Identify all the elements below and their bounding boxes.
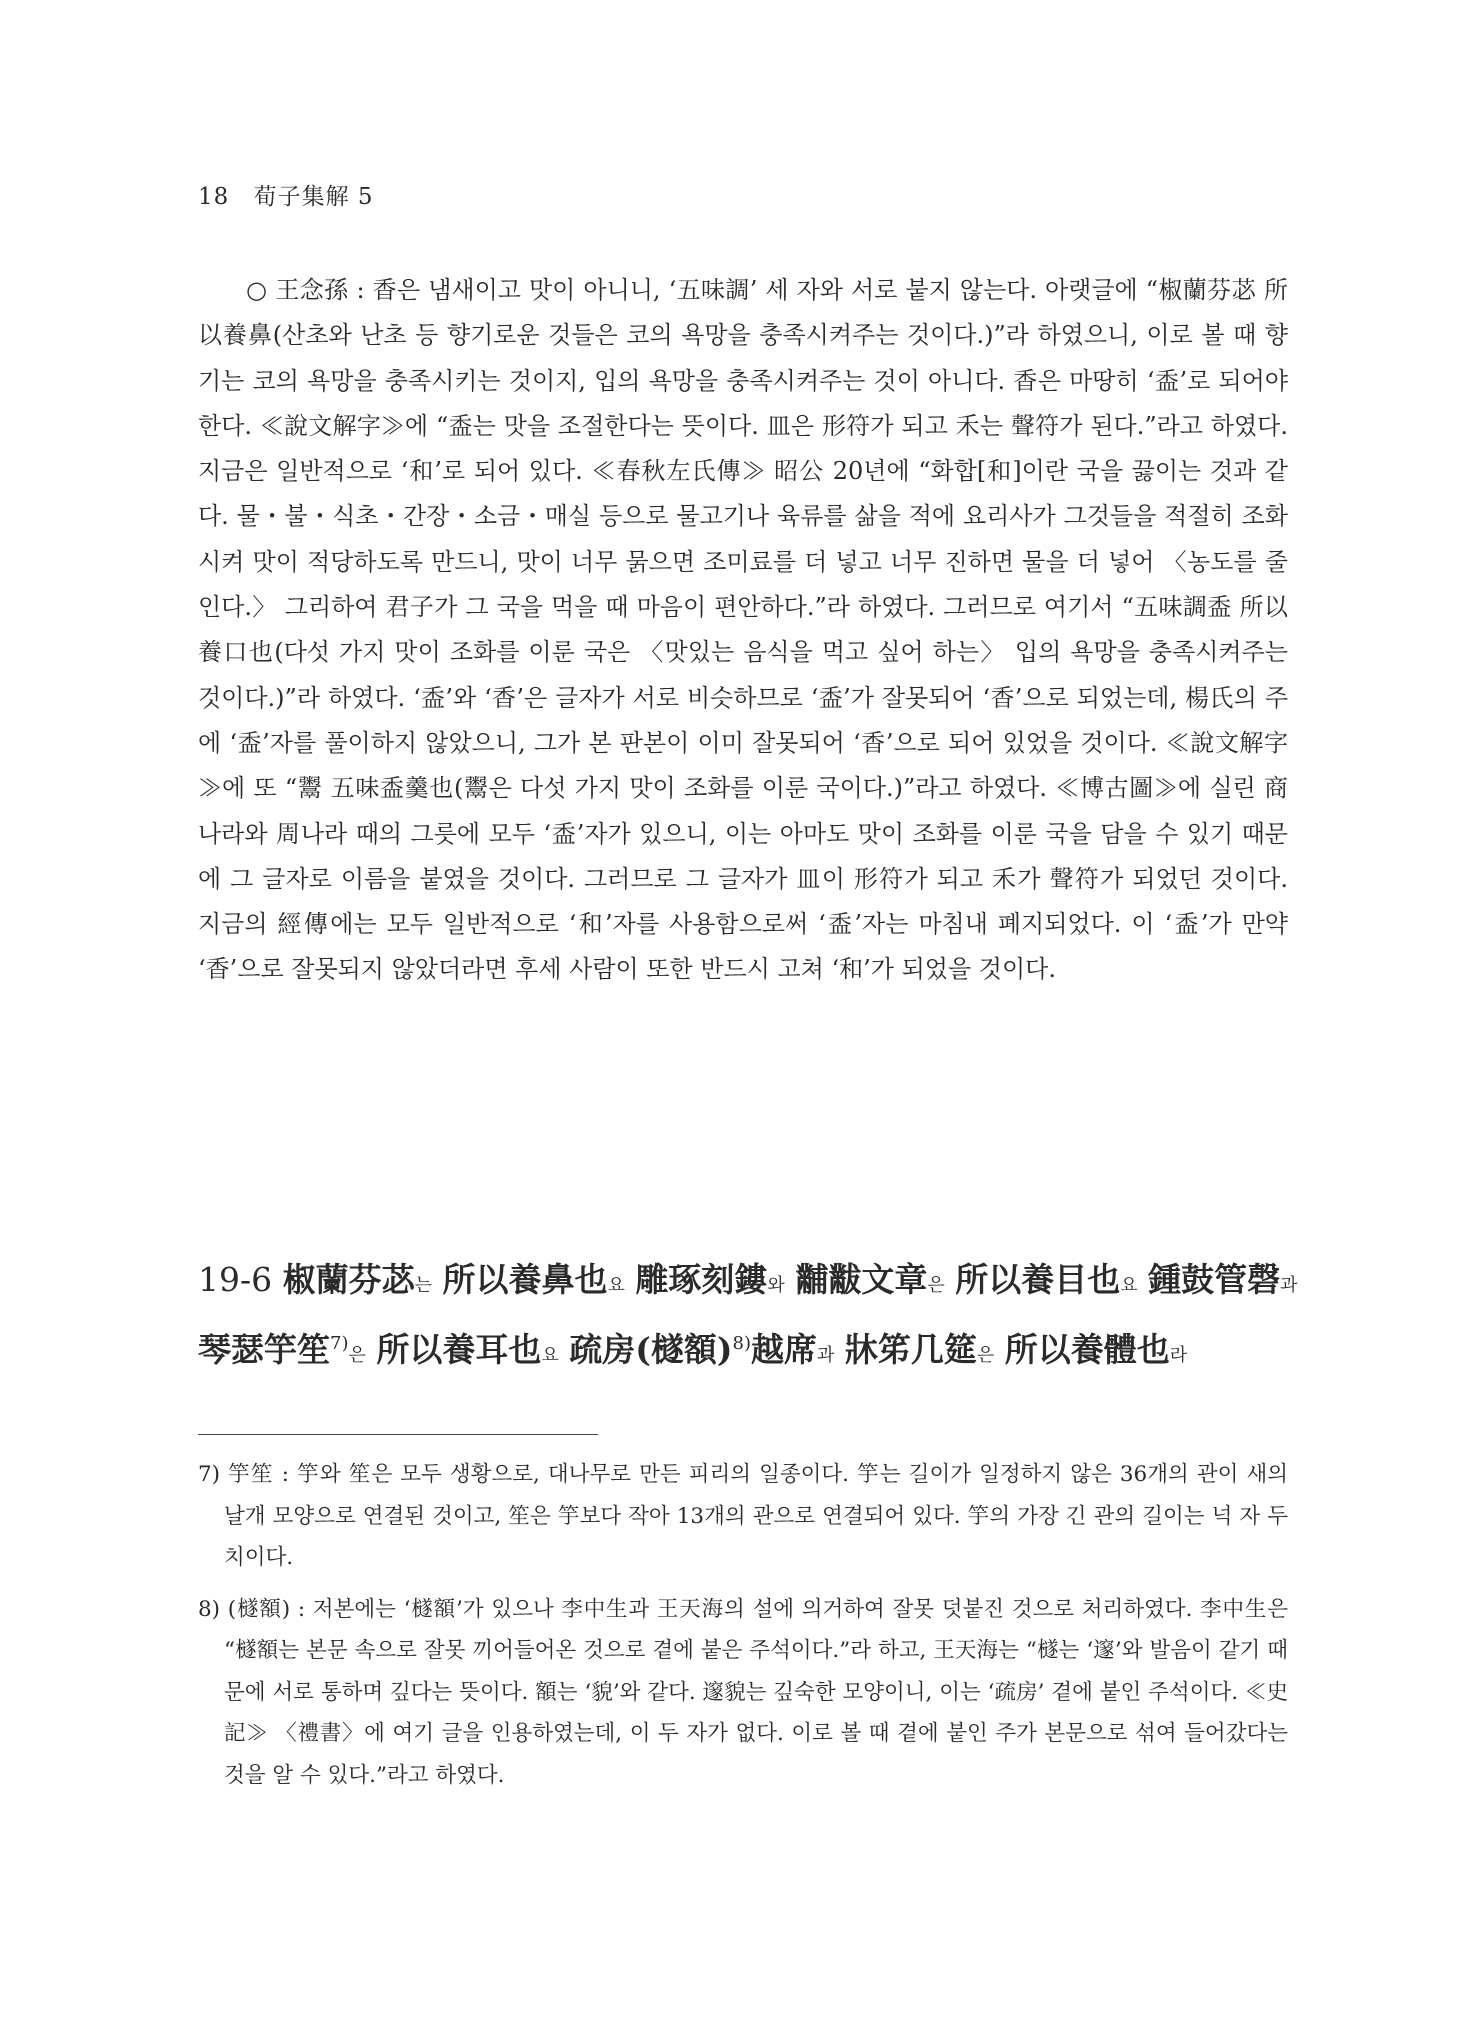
footnotes: [198, 1454, 1288, 1806]
verse-phrase: 鍾鼓管磬: [1148, 1260, 1281, 1299]
book-title: 荀子集解 5: [253, 184, 374, 210]
footnote-8: [198, 1589, 1288, 1797]
verse-particle: 과: [1280, 1275, 1298, 1296]
footnote-text: 竽笙 : 竽와 笙은 모두 생황으로, 대나무로 만든 피리의 일종이다. 竽는 길이가 일정하지 않은 36개의 관이 새의 날개 모양으로 연결된 것이고, 笙은 竽보다 작아 13개의 관으로 연결되어 있다. 竽의 가장 긴 관의 길이는 넉 자 두 치이다.: [224, 1462, 1288, 1570]
page-number: 18: [198, 184, 230, 210]
verse-particle: 요: [541, 1345, 559, 1366]
verse-particle: 요: [1120, 1275, 1138, 1296]
verse-particle: 는: [414, 1275, 433, 1296]
verse-phrase: 所以養目也: [955, 1260, 1121, 1299]
commentary-paragraph: ○ 王念孫 : 香은 냄새이고 맛이 아니니, ‘五味調’ 세 자와 서로 붙지 않는다. 아랫글에 “椒蘭芬苾 所以養鼻(산초와 난초 등 향기로운 것들은 코의 욕망을 충족시켜주는 것이다.)”라 하였으니, 이로 볼 때 향기는 코의 욕망을 충족시키는 것이지, 입의 욕망을 충족시켜주는 것이 아니다. 香은 마땅히 ‘盉’로 되어야 한다. ≪說文解字≫에 “盉는 맛을 조절한다는 뜻이다. 皿은 形符가 되고 禾는 聲符가 된다.”라고 하였다. 지금은 일반적으로 ‘和’로 되어 있다. ≪春秋左氏傳≫ 昭公 20년에 “화합[和]이란 국을 끓이는 것과 같다. 물・불・식초・간장・소금・매실 등으로 물고기나 육류를 삶을 적에 요리사가 그것들을 적절히 조화시켜 맛이 적당하도록 만드니, 맛이 너무 묽으면 조미료를 더 넣고 너무 진하면 물을 더 넣어 〈농도를 줄인다.〉 그리하여 君子가 그 국을 먹을 때 마음이 편안하다.”라 하였다. 그러므로 여기서 “五味調盉 所以養口也(다섯 가지 맛이 조화를 이룬 국은 〈맛있는 음식을 먹고 싶어 하는〉 입의 욕망을 충족시켜주는 것이다.)”라 하였다. ‘盉’와 ‘香’은 글자가 서로 비슷하므로 ‘盉’가 잘못되어 ‘香’으로 되었는데, 楊氏의 주에 ‘盉’자를 풀이하지 않았으니, 그가 본 판본이 이미 잘못되어 ‘香’으로 되어 있었을 것이다. ≪說文解字≫에 또 “鬻 五味盉羹也(鬻은 다섯 가지 맛이 조화를 이룬 국이다.)”라고 하였다. ≪博古圖≫에 실린 商나라와 周나라 때의 그릇에 모두 ‘盉’자가 있으니, 이는 아마도 맛이 조화를 이룬 국을 담을 수 있기 때문에 그 글자로 이름을 붙였을 것이다. 그러므로 그 글자가 皿이 形符가 되고 禾가 聲符가 되었던 것이다. 지금의 經傳에는 모두 일반적으로 ‘和’자를 사용함으로써 ‘盉’자는 마침내 폐지되었다. 이 ‘盉’가 만약 ‘香’으로 잘못되지 않았더라면 후세 사람이 또한 반드시 고쳐 ‘和’가 되었을 것이다.: [198, 276, 1288, 984]
footnote-text: (檖額) : 저본에는 ‘檖額’가 있으나 李中生과 王天海의 설에 의거하여 잘못 덧붙진 것으로 처리하였다. 李中生은 “檖額는 본문 속으로 잘못 끼어들어온 것으로 곁에 붙은 주석이다.”라 하고, 王天海는 “檖는 ‘邃’와 발음이 같기 때문에 서로 통하며 깊다는 뜻이다. 額는 ‘貌’와 같다. 邃貌는 깊숙한 모양이니, 이는 ‘疏房’ 곁에 붙인 주석이다. ≪史記≫ 〈禮書〉에 여기 글을 인용하였는데, 이 두 자가 없다. 이로 볼 때 곁에 붙인 주가 본문으로 섞여 들어갔다는 것을 알 수 있다.”라고 하였다.: [224, 1596, 1288, 1788]
footnote-number: 7): [198, 1462, 221, 1487]
verse-phrase: 越席: [750, 1330, 817, 1369]
verse-particle: 은: [348, 1345, 366, 1366]
footnote-ref-7[interactable]: 7): [330, 1333, 349, 1354]
verse-label: 19-6: [198, 1260, 273, 1299]
verse-particle: 와: [767, 1275, 785, 1296]
verse-passage: [198, 1248, 1298, 1388]
verse-phrase: 雕琢刻鏤: [635, 1260, 768, 1299]
verse-particle: 라: [1169, 1345, 1188, 1366]
footnote-ref-8[interactable]: 8): [732, 1333, 751, 1354]
verse-phrase: 所以養耳也: [376, 1330, 542, 1369]
verse-particle: 요: [607, 1275, 625, 1296]
verse-particle: 은: [976, 1345, 995, 1366]
verse-particle: 은: [927, 1275, 945, 1296]
verse-phrase: 椒蘭芬苾: [282, 1260, 415, 1299]
verse-phrase: 琴瑟竽笙: [198, 1330, 330, 1369]
footnote-number: 8): [198, 1596, 221, 1622]
footnote-7: [198, 1454, 1288, 1579]
verse-phrase: 疏房(檖額): [569, 1330, 733, 1369]
verse-phrase: 所以養鼻也: [442, 1260, 608, 1299]
verse-phrase: 所以養體也: [1004, 1330, 1170, 1369]
verse-phrase: 牀笫几筵: [844, 1330, 977, 1369]
running-header: [198, 178, 374, 211]
footnote-divider: [198, 1434, 598, 1435]
verse-phrase: 黼黻文章: [795, 1260, 928, 1299]
verse-particle: 과: [816, 1345, 835, 1366]
